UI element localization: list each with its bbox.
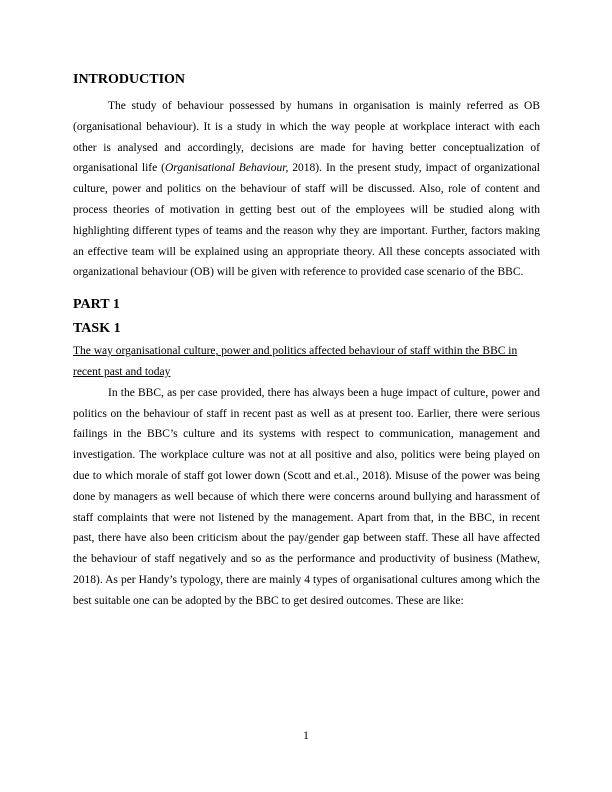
introduction-text-end: 2018). In the present study, impact of organizational culture, power and politics on the behaviour of staff will be discussed. Also, role of content and process theories of motivation in getting best out of the employees will be studied along with highlighting different types of teams and the reason why they are important. Further, factors making an effective team will be explained using an appropriate theory. All these concepts associated with organizational behaviour (OB) will be given with reference to provided case scenario of the BBC. xyxy=(73,162,540,279)
page-number: 1 xyxy=(303,730,309,742)
task-1-paragraph: In the BBC, as per case provided, there has always been a huge impact of culture, power and politics on the behaviour of staff in recent past as well as at present too. Earlier, there were serious failings in the BBC’s culture and its systems with respect to communication, management and investigation. The workplace culture was not at all positive and also, politics were being played on due to which morale of staff got lower down (Scott and et.al., 2018). Misuse of the power was being done by managers as well because of which there were concerns around bullying and harassment of staff complaints that were not listened by the management. Apart from that, in the BBC, in recent past, there have also been criticism about the pay/gender gap between staff. These all have affected the behaviour of staff negatively and so as the performance and productivity of business (Mathew, 2018). As per Handy’s typology, there are mainly 4 types of organisational cultures among which the best suitable one can be adopted by the BBC to get desired outcomes. These are like: xyxy=(73,386,540,607)
introduction-heading: INTRODUCTION xyxy=(73,72,186,87)
introduction-text-start: The study of behaviour possessed by humans in organisation is mainly referred as OB (organisational behaviour). It is a study in which the way people at workplace interact with each other is analysed and accordingly, decisions are made for having better conceptualization of organisational life ( xyxy=(73,100,540,175)
task-1-heading: TASK 1 xyxy=(73,321,121,337)
part-1-heading: PART 1 xyxy=(73,297,120,313)
document-page xyxy=(73,70,540,612)
task-1-subheading: The way organisational culture, power and politics affected behaviour of staff within the BBC in recent past and today xyxy=(73,345,518,378)
introduction-citation: Organisational Behaviour, xyxy=(165,162,289,175)
introduction-paragraph xyxy=(73,96,540,283)
